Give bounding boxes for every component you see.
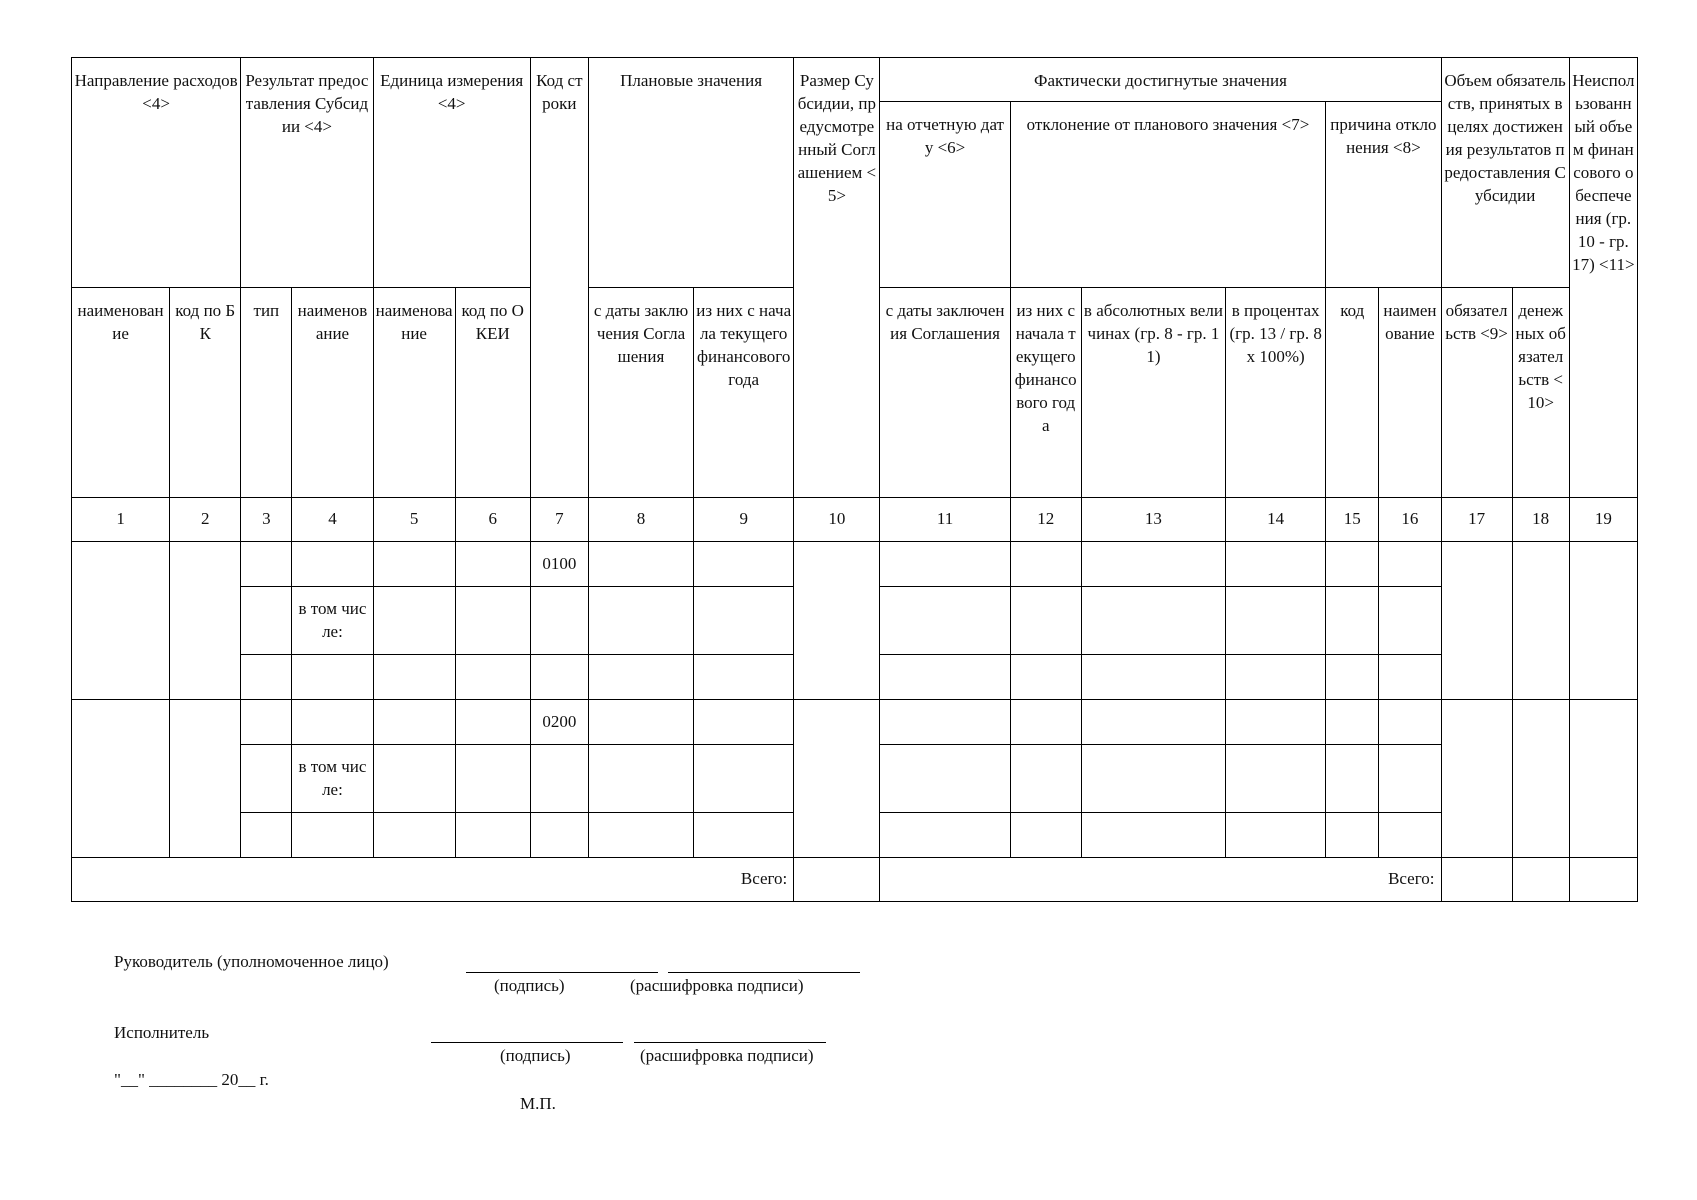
data-cell[interactable]	[880, 700, 1010, 745]
data-cell[interactable]	[588, 700, 693, 745]
data-cell[interactable]	[1326, 542, 1379, 587]
head-decoding-caption: (расшифровка подписи)	[630, 976, 804, 995]
total-obligations-cell[interactable]	[1441, 858, 1512, 902]
column-number: 1	[72, 498, 170, 542]
column-number: 9	[694, 498, 794, 542]
stamp-label: М.П.	[520, 1094, 556, 1113]
header-row-code: Код строки	[530, 58, 588, 498]
executor-decoding-caption: (расшифровка подписи)	[640, 1046, 814, 1065]
head-signature-caption: (подпись)	[494, 976, 565, 995]
okei-cell[interactable]	[455, 542, 530, 587]
data-cell[interactable]	[1226, 813, 1326, 858]
column-number: 12	[1010, 498, 1081, 542]
header-money-obligations: денежных обязательств <10>	[1512, 288, 1569, 498]
unused-volume-cell[interactable]	[1569, 542, 1637, 700]
data-cell[interactable]	[241, 813, 292, 858]
money-obligations-cell[interactable]	[1512, 700, 1569, 858]
header-result: Результат предоставления Субсидии <4>	[241, 58, 373, 288]
column-number: 14	[1226, 498, 1326, 542]
type-cell[interactable]	[241, 700, 292, 745]
header-abs-values: в абсолютных величинах (гр. 8 - гр. 11)	[1081, 288, 1225, 498]
report-table	[71, 57, 1638, 902]
header-unit: Единица измерения <4>	[373, 58, 530, 288]
type-cell[interactable]	[241, 745, 292, 813]
executor-decoding-line[interactable]	[634, 1042, 826, 1043]
header-fact-from-date: с даты заключения Соглашения	[880, 288, 1010, 498]
data-cell[interactable]	[1326, 655, 1379, 700]
bk-code-cell[interactable]	[170, 700, 241, 858]
data-cell[interactable]	[241, 655, 292, 700]
data-cell[interactable]	[880, 813, 1010, 858]
data-cell[interactable]	[1326, 745, 1379, 813]
data-cell[interactable]	[588, 587, 693, 655]
data-cell[interactable]	[1010, 587, 1081, 655]
type-cell[interactable]	[241, 587, 292, 655]
data-cell[interactable]	[373, 655, 455, 700]
column-number: 17	[1441, 498, 1512, 542]
header-reason-code: код	[1326, 288, 1379, 498]
data-cell[interactable]	[1081, 587, 1225, 655]
data-cell[interactable]	[1010, 655, 1081, 700]
bk-code-cell[interactable]	[170, 542, 241, 700]
data-cell[interactable]	[530, 813, 588, 858]
unit-name-cell[interactable]	[373, 700, 455, 745]
type-cell[interactable]	[241, 542, 292, 587]
column-number: 18	[1512, 498, 1569, 542]
data-cell[interactable]	[292, 813, 373, 858]
header-reason-name: наименование	[1379, 288, 1441, 498]
result-name-cell[interactable]	[292, 542, 373, 587]
data-cell[interactable]	[373, 813, 455, 858]
data-cell[interactable]	[1226, 700, 1326, 745]
header-okei-code: код по ОКЕИ	[455, 288, 530, 498]
obligations-cell[interactable]	[1441, 700, 1512, 858]
data-cell[interactable]	[292, 655, 373, 700]
data-cell[interactable]	[455, 745, 530, 813]
including-label: в том числе:	[292, 587, 373, 655]
data-cell[interactable]	[588, 813, 693, 858]
row-code-cell: 0100	[530, 542, 588, 587]
header-deviation: отклонение от планового значения <7>	[1010, 102, 1326, 288]
data-cell[interactable]	[1326, 587, 1379, 655]
data-cell[interactable]	[1081, 655, 1225, 700]
executor-signature-caption: (подпись)	[500, 1046, 571, 1065]
header-subsidy-size: Размер Субсидии, предусмотренный Соглашением <5>	[794, 58, 880, 498]
column-numbers-row	[72, 498, 1638, 542]
data-cell[interactable]	[1379, 700, 1441, 745]
data-cell[interactable]	[1379, 542, 1441, 587]
data-cell[interactable]	[530, 655, 588, 700]
executor-label: Исполнитель	[114, 1023, 210, 1042]
table-row	[72, 700, 1638, 745]
money-obligations-cell[interactable]	[1512, 542, 1569, 700]
data-cell[interactable]	[373, 587, 455, 655]
executor-signature-line[interactable]	[431, 1042, 623, 1043]
data-cell[interactable]	[1081, 745, 1225, 813]
column-number: 13	[1081, 498, 1225, 542]
header-direction: Направление расходов <4>	[72, 58, 241, 288]
column-number: 8	[588, 498, 693, 542]
column-number: 7	[530, 498, 588, 542]
subsidy-size-cell[interactable]	[794, 700, 880, 858]
column-number: 15	[1326, 498, 1379, 542]
data-cell[interactable]	[880, 542, 1010, 587]
header-unused-volume: Неиспользованный объем финансового обеспечения (гр. 10 - гр. 17) <11>	[1569, 58, 1637, 498]
obligations-cell[interactable]	[1441, 542, 1512, 700]
header-result-name: наименование	[292, 288, 373, 498]
data-cell[interactable]	[1226, 542, 1326, 587]
data-cell[interactable]	[880, 745, 1010, 813]
data-cell[interactable]	[1379, 655, 1441, 700]
data-cell[interactable]	[455, 587, 530, 655]
data-cell[interactable]	[530, 587, 588, 655]
data-cell[interactable]	[694, 655, 794, 700]
direction-name-cell[interactable]	[72, 542, 170, 700]
header-obligations: обязательств <9>	[1441, 288, 1512, 498]
date-line: "__" ________ 20__ г.	[114, 1070, 269, 1089]
total-label-actual: Всего:	[880, 858, 1441, 902]
column-number: 11	[880, 498, 1010, 542]
data-cell[interactable]	[1326, 700, 1379, 745]
total-money-obligations-cell[interactable]	[1512, 858, 1569, 902]
data-cell[interactable]	[1379, 813, 1441, 858]
data-cell[interactable]	[694, 745, 794, 813]
data-cell[interactable]	[694, 813, 794, 858]
row-code-cell: 0200	[530, 700, 588, 745]
column-number: 16	[1379, 498, 1441, 542]
header-actual-values: Фактически достигнутые значения	[880, 58, 1441, 102]
data-cell[interactable]	[1081, 542, 1225, 587]
data-cell[interactable]	[588, 745, 693, 813]
header-plan-from-date: с даты заключения Соглашения	[588, 288, 693, 498]
data-cell[interactable]	[694, 587, 794, 655]
column-number: 19	[1569, 498, 1637, 542]
subsidy-size-cell[interactable]	[794, 542, 880, 700]
header-deviation-reason: причина отклонения <8>	[1326, 102, 1441, 288]
data-cell[interactable]	[588, 542, 693, 587]
data-cell[interactable]	[694, 700, 794, 745]
okei-cell[interactable]	[455, 700, 530, 745]
direction-name-cell[interactable]	[72, 700, 170, 858]
column-number: 10	[794, 498, 880, 542]
header-type: тип	[241, 288, 292, 498]
column-number: 5	[373, 498, 455, 542]
data-cell[interactable]	[880, 655, 1010, 700]
column-number: 4	[292, 498, 373, 542]
data-cell[interactable]	[1226, 745, 1326, 813]
header-on-report-date: на отчетную дату <6>	[880, 102, 1010, 288]
header-plan-values: Плановые значения	[588, 58, 793, 288]
data-cell[interactable]	[1226, 655, 1326, 700]
data-cell[interactable]	[1379, 587, 1441, 655]
result-name-cell[interactable]	[292, 700, 373, 745]
data-cell[interactable]	[1081, 813, 1225, 858]
header-obligations-volume: Объем обязательств, принятых в целях достижения результатов предоставления Субсидии	[1441, 58, 1569, 288]
column-number: 2	[170, 498, 241, 542]
column-number: 3	[241, 498, 292, 542]
column-number: 6	[455, 498, 530, 542]
data-cell[interactable]	[1010, 542, 1081, 587]
data-cell[interactable]	[1226, 587, 1326, 655]
header-bk-code: код по БК	[170, 288, 241, 498]
data-cell[interactable]	[455, 655, 530, 700]
data-cell[interactable]	[455, 813, 530, 858]
data-cell[interactable]	[1081, 700, 1225, 745]
header-plan-from-year: из них с начала текущего финансового года	[694, 288, 794, 498]
head-signature-line[interactable]	[466, 972, 658, 973]
data-cell[interactable]	[1326, 813, 1379, 858]
total-subsidy-cell[interactable]	[794, 858, 880, 902]
header-name: наименование	[72, 288, 170, 498]
data-cell[interactable]	[530, 745, 588, 813]
data-cell[interactable]	[1379, 745, 1441, 813]
data-cell[interactable]	[1010, 745, 1081, 813]
data-cell[interactable]	[588, 655, 693, 700]
data-cell[interactable]	[1010, 813, 1081, 858]
header-unit-name: наименование	[373, 288, 455, 498]
total-unused-cell[interactable]	[1569, 858, 1637, 902]
data-cell[interactable]	[373, 745, 455, 813]
total-label-plan: Всего:	[72, 858, 794, 902]
data-cell[interactable]	[1010, 700, 1081, 745]
data-cell[interactable]	[694, 542, 794, 587]
header-percent-values: в процентах (гр. 13 / гр. 8 x 100%)	[1226, 288, 1326, 498]
unused-volume-cell[interactable]	[1569, 700, 1637, 858]
table-row	[72, 542, 1638, 587]
totals-row	[72, 858, 1638, 902]
data-cell[interactable]	[880, 587, 1010, 655]
unit-name-cell[interactable]	[373, 542, 455, 587]
head-decoding-line[interactable]	[668, 972, 860, 973]
including-label: в том числе:	[292, 745, 373, 813]
header-fact-from-year: из них с начала текущего финансового года	[1010, 288, 1081, 498]
head-label: Руководитель (уполномоченное лицо)	[114, 952, 389, 971]
